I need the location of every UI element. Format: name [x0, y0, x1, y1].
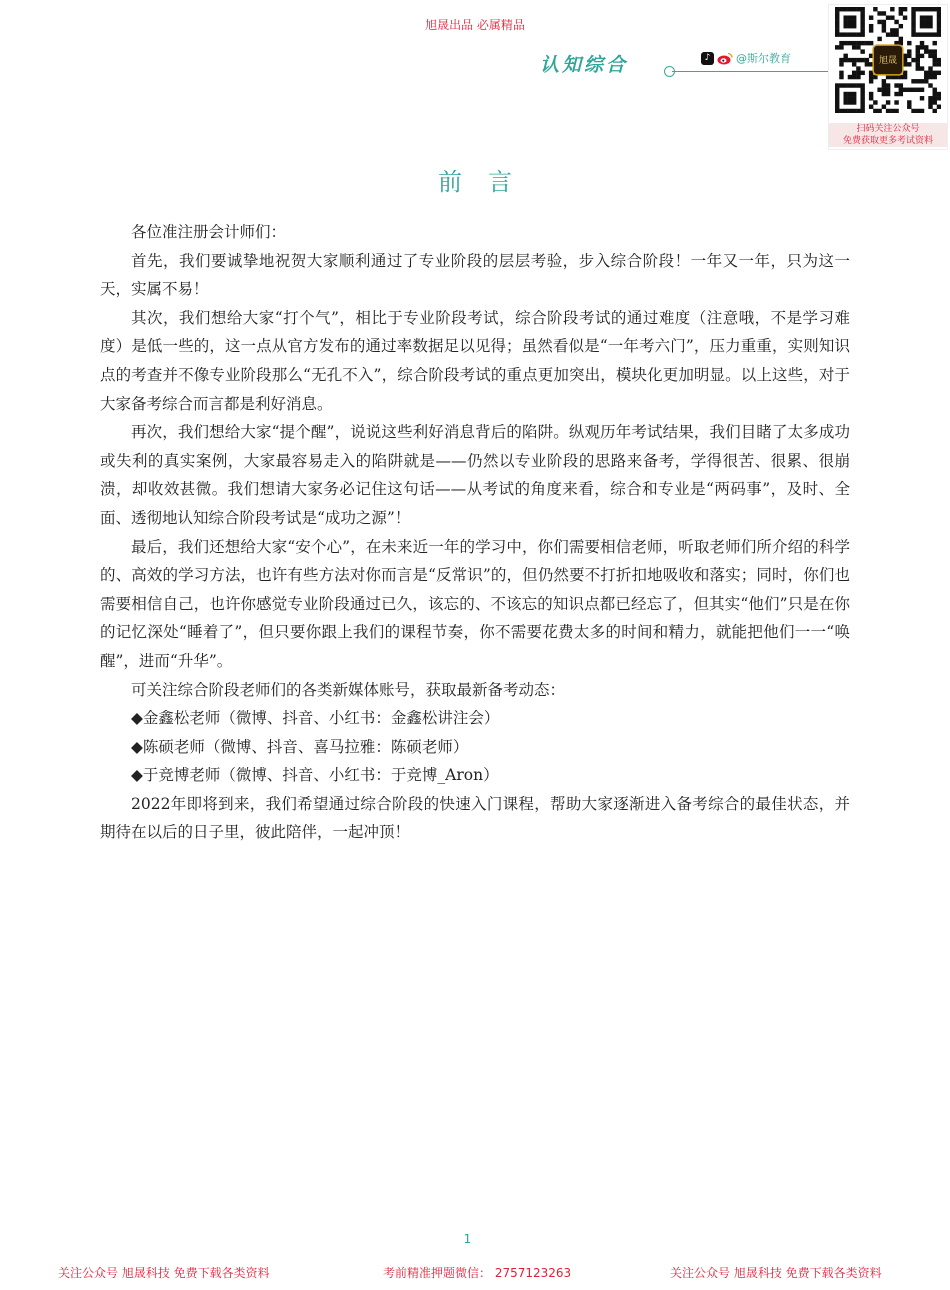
social-links: [701, 49, 791, 67]
teacher-item-jin: ◆金鑫松老师（微博、抖音、小红书：金鑫松讲注会）: [131, 709, 500, 728]
top-banner: 旭晟出品 必属精品: [425, 18, 525, 32]
paragraph-congrats: 首先，我们要诚挚地祝贺大家顺利通过了专业阶段的层层考验，步入综合阶段！一年又一年，只为这一天，实属不易！: [100, 251, 850, 299]
qr-caption-line1: 扫码关注公众号: [856, 124, 920, 134]
page-title: 前言: [438, 168, 538, 196]
qr-logo-label: 旭晟: [878, 55, 898, 66]
section-header-title: 认知综合: [540, 54, 629, 76]
weibo-icon: [717, 52, 733, 65]
document-body: [100, 218, 850, 847]
paragraph-closing: 2022年即将到来，我们希望通过综合阶段的快速入门课程，帮助大家逐渐进入备考综合的最佳状态，并期待在以后的日子里，彼此陪伴，一起冲顶！: [100, 794, 850, 842]
teacher-item-yu: ◆于竞博老师（微博、抖音、小红书：于竞博_Aron）: [131, 766, 499, 785]
paragraph-warning: 再次，我们想给大家“提个醒”，说说这些利好消息背后的陷阱。纵观历年考试结果，我们目睹了太多成功或失利的真实案例，大家最容易走入的陷阱就是——仍然以专业阶段的思路来备考，学得很苦、很累、很崩溃，却收效甚微。我们想请大家务必记住这句话——从考试的角度来看，综合和专业是“两码事”，及时、全面、透彻地认知综合阶段考试是“成功之源”！: [100, 423, 850, 527]
qr-caption-line2: 免费获取更多考试资料: [842, 136, 933, 146]
teacher-item-chen: ◆陈硕老师（微博、抖音、喜马拉雅：陈硕老师）: [131, 737, 469, 756]
page-number: 1: [463, 1232, 472, 1246]
paragraph-follow-intro: 可关注综合阶段老师们的各类新媒体账号，获取最新备考动态：: [131, 680, 566, 699]
qr-code-image: [835, 7, 941, 113]
header-divider-line: [672, 71, 828, 72]
footer-right: 关注公众号 旭晟科技 免费下载各类资料: [670, 1266, 882, 1280]
paragraph-reassure: 最后，我们还想给大家“安个心”，在未来近一年的学习中，你们需要相信老师，听取老师们所介绍的科学的、高效的学习方法，也许有些方法对你而言是“反常识”的，但仍然要不打折扣地吸收和落实；同时，你们也需要相信自己，也许你感觉专业阶段通过已久，该忘的、不该忘的知识点都已经忘了，但其实“他们”只是在你的记忆深处“睡着了”，但只要你跟上我们的课程节奏，你不需要花费太多的时间和精力，就能把他们一一“唤醒”，进而“升华”。: [100, 537, 850, 670]
qr-code-panel: [828, 4, 948, 150]
social-handle: @斯尔教育: [736, 52, 791, 65]
greeting: 各位准注册会计师们：: [131, 223, 287, 241]
qr-caption: [829, 123, 947, 147]
paragraph-encourage: 其次，我们想给大家“打个气”，相比于专业阶段考试，综合阶段考试的通过难度（注意哦，不是学习难度）是低一些的，这一点从官方发布的通过率数据足以见得；虽然看似是“一年考六门”，压力重重，实则知识点的考查并不像专业阶段那么“无孔不入”，综合阶段考试的重点更加突出，模块化更加明显。以上这些，对于大家备考综合而言都是利好消息。: [100, 308, 850, 413]
footer-center: 考前精准押题微信： 2757123263: [383, 1266, 572, 1280]
tiktok-icon: ♪: [701, 52, 714, 65]
footer-left: 关注公众号 旭晟科技 免费下载各类资料: [58, 1266, 270, 1280]
